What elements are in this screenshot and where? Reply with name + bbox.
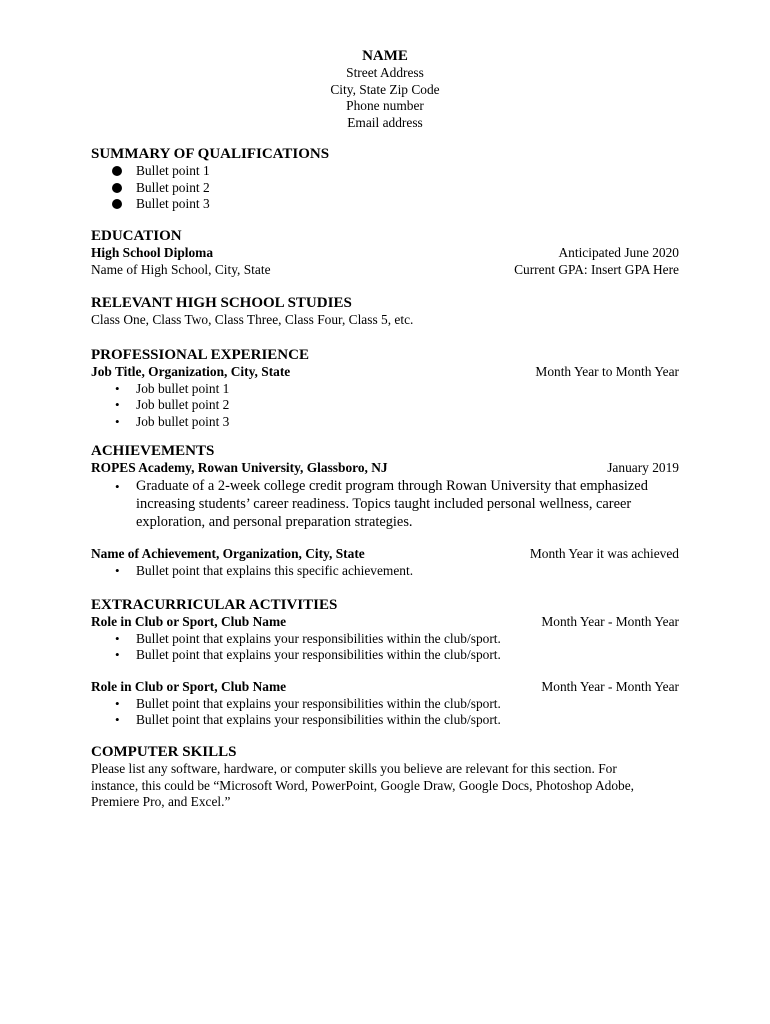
summary-list — [91, 163, 679, 213]
list-item — [91, 712, 679, 729]
bullet-icon: • — [115, 478, 120, 494]
graduation-date: Anticipated June 2020 — [558, 245, 679, 260]
resume-name: NAME — [362, 48, 408, 64]
skills-heading: COMPUTER SKILLS — [91, 744, 237, 760]
activity-bullet: Bullet point that explains your responsibilities within the club/sport. — [136, 712, 501, 728]
bullet-icon: • — [115, 380, 120, 396]
studies-heading: RELEVANT HIGH SCHOOL STUDIES — [91, 295, 352, 311]
gpa: Current GPA: Insert GPA Here — [514, 261, 679, 277]
achievement-title: Name of Achievement, Organization, City, State — [91, 546, 365, 561]
degree: High School Diploma — [91, 245, 214, 260]
achievement-date: Month Year it was achieved — [529, 546, 679, 561]
achievement-bullet: Graduate of a 2-week college credit program through Rowan University that emphasized increasing students’ career readiness. Topics taught included personal wellness, career exploration, and personal preparation strategies. — [136, 477, 648, 530]
summary-bullet: Bullet point 2 — [136, 179, 210, 195]
summary-section — [91, 145, 679, 213]
list-item — [91, 631, 679, 648]
list-item — [91, 180, 679, 197]
achievement-entry — [91, 546, 679, 579]
activity-row — [91, 614, 679, 631]
activity-bullet: Bullet point that explains your responsibilities within the club/sport. — [136, 647, 501, 663]
achievements-section — [91, 442, 679, 531]
bullet-icon — [112, 183, 122, 193]
list-item — [91, 563, 679, 580]
bullet-icon — [112, 166, 122, 176]
street-address: Street Address — [346, 65, 424, 80]
bullet-icon: • — [115, 712, 120, 728]
education-row — [91, 245, 679, 262]
list-item — [91, 397, 679, 414]
achievement-date: January 2019 — [607, 460, 679, 475]
activity-row — [91, 679, 679, 696]
experience-section — [91, 346, 679, 430]
education-row — [91, 262, 679, 279]
list-item — [91, 196, 679, 213]
bullet-icon: • — [115, 647, 120, 663]
achievement-title: ROPES Academy, Rowan University, Glassboro, NJ — [91, 460, 388, 475]
email-address: Email address — [347, 114, 423, 130]
job-bullets — [91, 381, 679, 431]
activity-bullet: Bullet point that explains your responsibilities within the club/sport. — [136, 695, 501, 711]
activity-dates: Month Year - Month Year — [541, 614, 679, 629]
extracurricular-section — [91, 596, 679, 664]
job-bullet: Job bullet point 2 — [136, 397, 230, 413]
skills-text: Please list any software, hardware, or computer skills you believe are relevant for this section. For instance, this could be “Microsoft Word, PowerPoint, Google Draw, Google Docs, Photoshop Adobe, Premiere Pro, and Excel.” — [91, 761, 635, 810]
activity-entry — [91, 679, 679, 729]
achievement-row — [91, 460, 679, 477]
studies-section — [91, 294, 679, 329]
skills-section — [91, 743, 679, 811]
bullet-icon: • — [115, 562, 120, 578]
activity-dates: Month Year - Month Year — [541, 679, 679, 694]
bullet-icon: • — [115, 397, 120, 413]
list-item — [91, 477, 681, 531]
activity-title: Role in Club or Sport, Club Name — [91, 679, 287, 694]
job-bullet: Job bullet point 3 — [136, 413, 230, 429]
job-bullet: Job bullet point 1 — [136, 380, 230, 396]
list-item — [91, 696, 679, 713]
experience-heading: PROFESSIONAL EXPERIENCE — [91, 347, 309, 363]
achievement-bullets — [91, 477, 679, 531]
job-dates: Month Year to Month Year — [535, 364, 679, 379]
phone-number: Phone number — [346, 98, 424, 114]
list-item — [91, 163, 679, 180]
city-state-zip: City, State Zip Code — [330, 81, 440, 97]
job-title: Job Title, Organization, City, State — [91, 364, 291, 379]
bullet-icon — [112, 199, 122, 209]
extracurricular-heading: EXTRACURRICULAR ACTIVITIES — [91, 597, 338, 613]
list-item — [91, 414, 679, 431]
activity-bullet: Bullet point that explains your responsibilities within the club/sport. — [136, 630, 501, 646]
school-name: Name of High School, City, State — [91, 261, 271, 277]
contact-header — [0, 47, 770, 131]
list-item — [91, 647, 679, 664]
achievement-bullet: Bullet point that explains this specific achievement. — [136, 562, 414, 578]
activity-title: Role in Club or Sport, Club Name — [91, 614, 287, 629]
bullet-icon: • — [115, 630, 120, 646]
classes-list: Class One, Class Two, Class Three, Class Four, Class 5, etc. — [91, 312, 414, 327]
achievement-row — [91, 546, 679, 563]
summary-bullet: Bullet point 1 — [136, 163, 210, 178]
job-row — [91, 364, 679, 381]
bullet-icon: • — [115, 695, 120, 711]
bullet-icon: • — [115, 413, 120, 429]
activity-bullets — [91, 696, 679, 729]
achievement-bullets — [91, 563, 679, 580]
education-section — [91, 227, 679, 278]
education-heading: EDUCATION — [91, 228, 182, 244]
summary-heading: SUMMARY OF QUALIFICATIONS — [91, 146, 330, 162]
list-item — [91, 381, 679, 398]
activity-bullets — [91, 631, 679, 664]
achievements-heading: ACHIEVEMENTS — [91, 443, 215, 459]
summary-bullet: Bullet point 3 — [136, 196, 210, 212]
